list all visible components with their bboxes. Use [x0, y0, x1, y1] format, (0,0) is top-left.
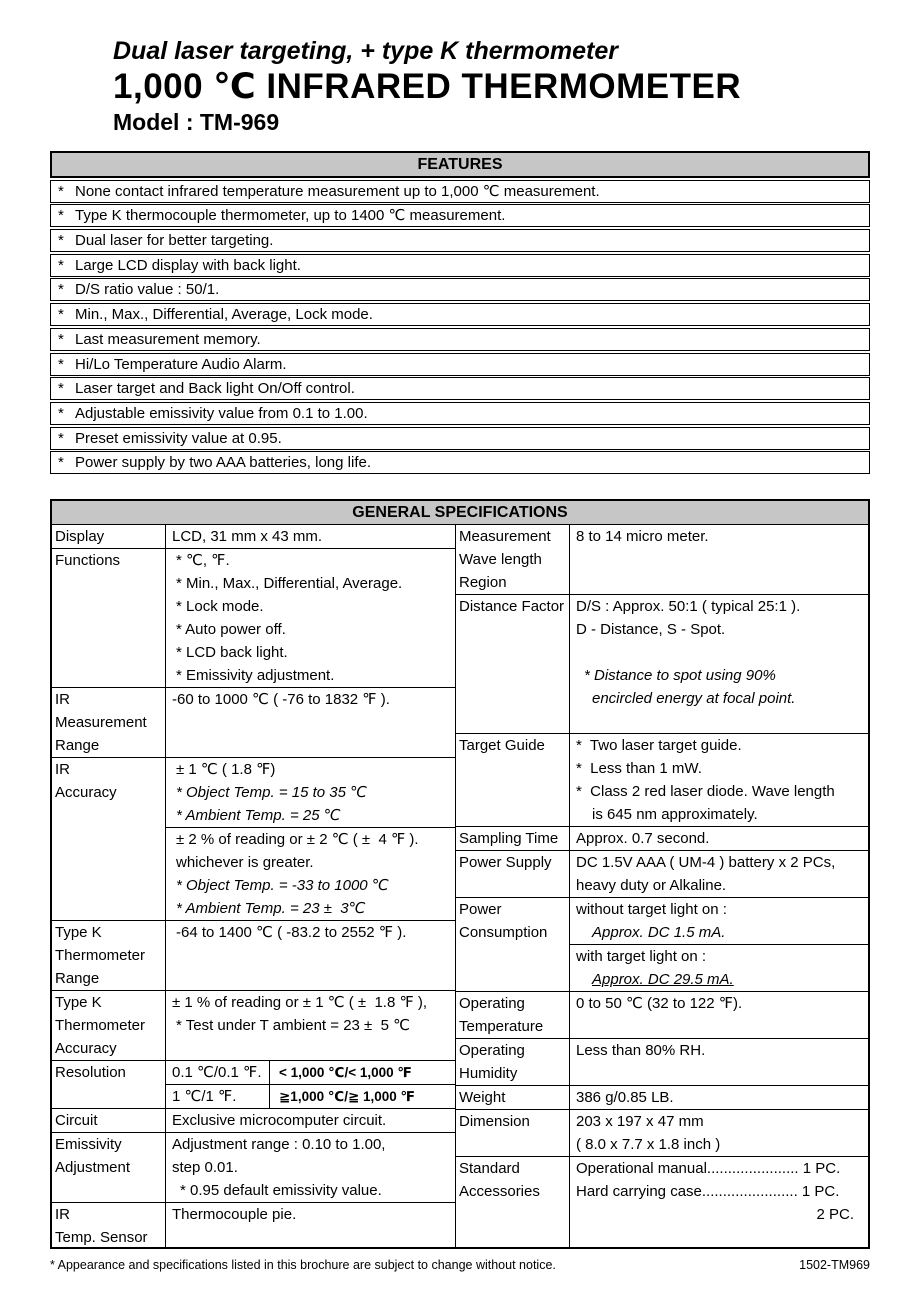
- feature-item: [50, 229, 870, 252]
- spec-label: Dimension: [456, 1110, 570, 1156]
- footer-document-code: 1502-TM969: [799, 1258, 870, 1273]
- spec-value: [166, 758, 455, 920]
- spec-label: Power Supply: [456, 851, 570, 897]
- spec-label: Display: [52, 525, 166, 548]
- spec-label: Weight: [456, 1086, 570, 1109]
- feature-text: Dual laser for better targeting.: [75, 232, 274, 250]
- spec-value: LCD, 31 mm x 43 mm.: [172, 528, 323, 546]
- bullet-asterisk: *: [58, 256, 64, 274]
- bullet-asterisk: *: [58, 454, 64, 472]
- specifications-body: [52, 525, 868, 1247]
- spec-row-target-guide: [456, 733, 868, 826]
- feature-text: Min., Max., Differential, Average, Lock mode.: [75, 306, 373, 324]
- spec-label: Operating Humidity: [456, 1039, 570, 1085]
- footer-disclaimer: * Appearance and specifications listed in this brochure are subject to change without notice.: [50, 1258, 556, 1273]
- spec-left-column: [52, 525, 455, 1247]
- bullet-asterisk: *: [58, 330, 64, 348]
- spec-label: Type K Thermometer Accuracy: [52, 991, 166, 1060]
- feature-item: [50, 254, 870, 277]
- spec-label: Functions: [52, 549, 166, 687]
- spec-right-column: [455, 525, 868, 1247]
- spec-value: -60 to 1000 ℃ ( -76 to 1832 ℉ ).: [172, 691, 390, 709]
- features-header: FEATURES: [50, 151, 870, 178]
- bullet-asterisk: *: [58, 380, 64, 398]
- spec-value: Exclusive microcomputer circuit.: [172, 1112, 387, 1130]
- footer: [50, 1258, 870, 1272]
- ir-accuracy-block-2: ± 2 % of reading or ± 2 ℃ ( ± 4 ℉ ). whichever is greater. * Object Temp. = -33 to 1000 ℃ * Ambient Temp. = 23 ± 3℃: [176, 831, 419, 918]
- spec-value: ± 1 % of reading or ± 1 ℃ ( ± 1.8 ℉ ), * Test under T ambient = 23 ± 5 ℃: [172, 994, 428, 1035]
- bullet-asterisk: *: [58, 232, 64, 250]
- spec-label: Emissivity Adjustment: [52, 1133, 166, 1202]
- bullet-asterisk: *: [58, 429, 64, 447]
- spec-value: * ℃, ℉. * Min., Max., Differential, Average. * Lock mode. * Auto power off. * LCD back light. * Emissivity adjustment.: [176, 552, 403, 685]
- spec-value: * Two laser target guide. * Less than 1 mW. * Class 2 red laser diode. Wave length is 645 nm approximately.: [576, 737, 835, 824]
- spec-label: Type K Thermometer Range: [52, 921, 166, 990]
- spec-row-sampling-time: [456, 826, 868, 850]
- specifications-section: [50, 499, 870, 1249]
- model-number: Model : TM-969: [113, 109, 280, 135]
- spec-label: Operating Temperature: [456, 992, 570, 1038]
- spec-row-emissivity: [52, 1132, 455, 1202]
- resolution-cell: < 1,000 ℃/< 1,000 ℉: [270, 1061, 455, 1085]
- spec-value: Approx. 0.7 second.: [576, 830, 710, 848]
- title-block: [50, 0, 870, 137]
- spec-row-wavelength: [456, 525, 868, 594]
- spec-row-dimension: [456, 1109, 868, 1156]
- feature-text: Large LCD display with back light.: [75, 256, 301, 274]
- spec-value: 0 to 50 ℃ (32 to 122 ℉).: [576, 995, 743, 1013]
- resolution-cell: 1 ℃/1 ℉.: [166, 1085, 270, 1108]
- spec-row-ir-measurement-range: [52, 687, 455, 757]
- doc-title: 1,000 ℃ INFRARED THERMOMETER: [113, 67, 742, 106]
- brochure-page: [50, 0, 870, 1272]
- spec-label: IR Temp. Sensor: [52, 1203, 166, 1249]
- spec-value: DC 1.5V AAA ( UM-4 ) battery x 2 PCs, heavy duty or Alkaline.: [576, 854, 836, 895]
- bullet-asterisk: *: [58, 306, 64, 324]
- spec-row-power-supply: [456, 850, 868, 897]
- feature-text: Last measurement memory.: [75, 330, 261, 348]
- feature-text: Power supply by two AAA batteries, long life.: [75, 454, 371, 472]
- spec-row-typek-range: [52, 920, 455, 990]
- blank-line: [570, 641, 868, 664]
- feature-item: [50, 303, 870, 326]
- power-consumption-value: Approx. DC 29.5 mA.: [592, 971, 734, 989]
- spec-label: IR Accuracy: [52, 758, 166, 920]
- spec-row-circuit: [52, 1108, 455, 1132]
- features-list: [50, 180, 870, 475]
- spec-value: 203 x 197 x 47 mm ( 8.0 x 7.7 x 1.8 inch ): [576, 1113, 721, 1154]
- spec-label: Target Guide: [456, 734, 570, 826]
- feature-item: [50, 451, 870, 474]
- feature-item: [50, 204, 870, 227]
- spec-row-functions: [52, 548, 455, 687]
- spec-value: D/S : Approx. 50:1 ( typical 25:1 ). D - Distance, S - Spot. * Distance to spot using 90% encircled energy at focal point.: [570, 595, 868, 733]
- spec-row-typek-accuracy: [52, 990, 455, 1060]
- resolution-cell: 0.1 ℃/0.1 ℉.: [166, 1061, 270, 1085]
- spec-value: Operational manual...................... 1 PC. Hard carrying case....................... 1 PC. 2 PC.: [576, 1160, 854, 1224]
- feature-text: Hi/Lo Temperature Audio Alarm.: [75, 355, 287, 373]
- feature-text: D/S ratio value : 50/1.: [75, 281, 220, 299]
- resolution-grid: [166, 1061, 455, 1108]
- power-consumption-block-2: with target light on : Approx. DC 29.5 mA.: [576, 948, 734, 989]
- specifications-header: GENERAL SPECIFICATIONS: [52, 501, 868, 525]
- spec-value: [166, 1061, 455, 1108]
- bullet-asterisk: *: [58, 182, 64, 200]
- spec-row-weight: [456, 1085, 868, 1109]
- features-section: [50, 151, 870, 474]
- spec-label: Standard Accessories: [456, 1157, 570, 1247]
- ir-accuracy-block-1: ± 1 ℃ ( 1.8 ℉) * Object Temp. = 15 to 35 ℃ * Ambient Temp. = 25 ℃: [166, 758, 455, 828]
- feature-item: [50, 427, 870, 450]
- spec-row-standard-accessories: [456, 1156, 868, 1247]
- spec-row-resolution: [52, 1060, 455, 1108]
- bullet-asterisk: *: [58, 404, 64, 422]
- spec-row-ir-temp-sensor: [52, 1202, 455, 1249]
- bullet-asterisk: *: [58, 207, 64, 225]
- spec-row-distance-factor: [456, 594, 868, 733]
- feature-item: [50, 328, 870, 351]
- spec-value: 8 to 14 micro meter.: [576, 528, 709, 546]
- feature-text: Adjustable emissivity value from 0.1 to 1.00.: [75, 404, 368, 422]
- spec-row-ir-accuracy: [52, 757, 455, 920]
- spec-value: 386 g/0.85 LB.: [576, 1089, 674, 1107]
- spec-label: Power Consumption: [456, 898, 570, 991]
- bullet-asterisk: *: [58, 355, 64, 373]
- feature-item: [50, 377, 870, 400]
- spec-row-operating-temperature: [456, 991, 868, 1038]
- spec-label: Resolution: [52, 1061, 166, 1108]
- spec-row-display: [52, 525, 455, 548]
- spec-label: Circuit: [52, 1109, 166, 1132]
- doc-subtitle: Dual laser targeting, + type K thermometer: [113, 37, 619, 65]
- resolution-cell: ≧1,000 ℃/≧ 1,000 ℉: [279, 1089, 416, 1105]
- spec-value: Less than 80% RH.: [576, 1042, 706, 1060]
- feature-text: Preset emissivity value at 0.95.: [75, 429, 282, 447]
- feature-text: Laser target and Back light On/Off control.: [75, 380, 355, 398]
- spec-label: Distance Factor: [456, 595, 570, 733]
- bullet-asterisk: *: [58, 281, 64, 299]
- spec-label: IR Measurement Range: [52, 688, 166, 757]
- feature-item: [50, 402, 870, 425]
- spec-value: [570, 898, 868, 991]
- spec-value: -64 to 1400 ℃ ( -83.2 to 2552 ℉ ).: [176, 924, 407, 942]
- spec-label: Sampling Time: [456, 827, 570, 850]
- power-consumption-block-1: without target light on : Approx. DC 1.5 mA.: [570, 898, 868, 945]
- feature-item: [50, 353, 870, 376]
- feature-item: [50, 278, 870, 301]
- spec-row-power-consumption: [456, 897, 868, 991]
- feature-text: Type K thermocouple thermometer, up to 1400 ℃ measurement.: [75, 207, 506, 225]
- spec-value: Adjustment range : 0.10 to 1.00, step 0.01. * 0.95 default emissivity value.: [172, 1136, 386, 1200]
- spec-row-operating-humidity: [456, 1038, 868, 1085]
- spec-value: Thermocouple pie.: [172, 1206, 297, 1224]
- spec-label: Measurement Wave length Region: [456, 525, 570, 594]
- feature-item: [50, 180, 870, 203]
- feature-text: None contact infrared temperature measurement up to 1,000 ℃ measurement.: [75, 182, 600, 200]
